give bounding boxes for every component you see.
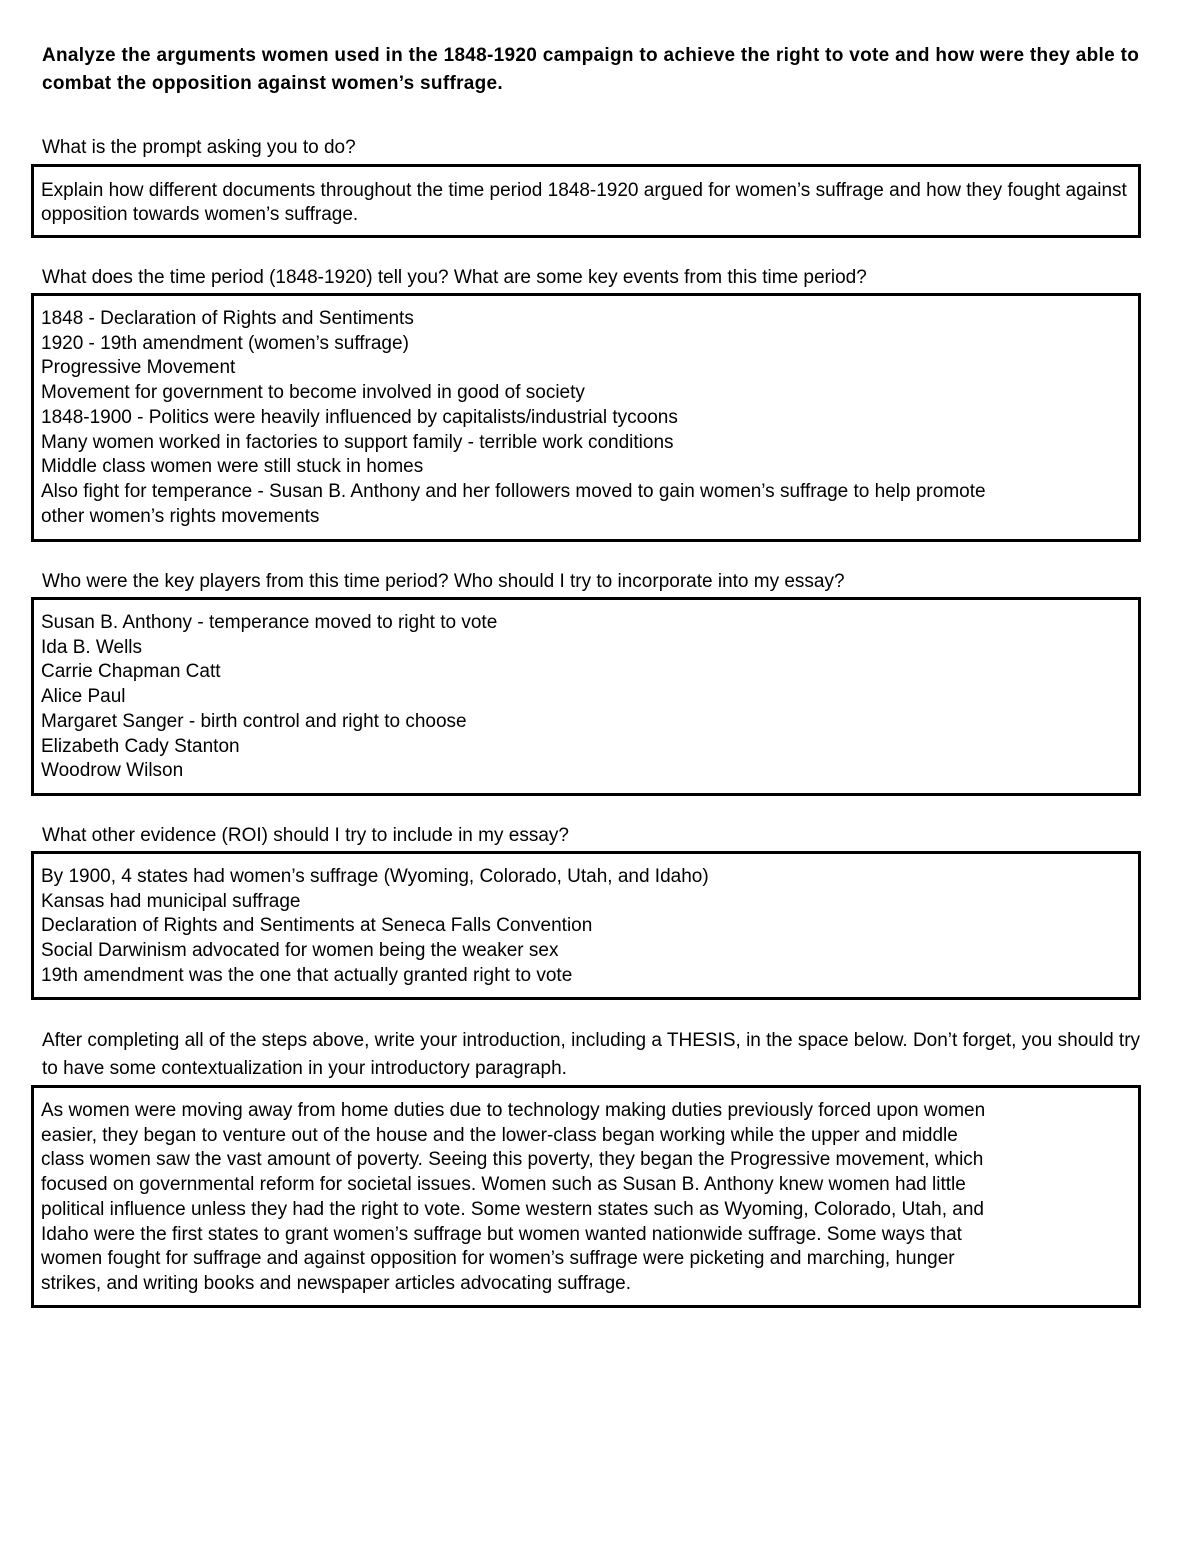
answer-box-key-players[interactable] [31, 597, 1141, 796]
answer-line: Carrie Chapman Catt [41, 661, 221, 683]
answer-line: other women’s rights movements [41, 505, 320, 527]
answer-line: easier, they began to venture out of the house and the lower-class began working while the upper and middle [41, 1124, 958, 1146]
answer-line: Idaho were the first states to grant women’s suffrage but women wanted nationwide suffrage. Some ways that [41, 1223, 962, 1245]
answer-line: Woodrow Wilson [41, 760, 184, 782]
answer-line: Progressive Movement [41, 357, 236, 379]
answer-line: 1848-1900 - Politics were heavily influenced by capitalists/industrial tycoons [41, 406, 678, 428]
answer-line: Kansas had municipal suffrage [41, 890, 301, 912]
answer-line: 1920 - 19th amendment (women’s suffrage) [41, 332, 409, 354]
answer-box-time-period[interactable] [31, 293, 1141, 542]
answer-line: Ida B. Wells [41, 636, 143, 658]
answer-line: Margaret Sanger - birth control and right to choose [41, 710, 467, 732]
answer-box-other-evidence[interactable] [31, 851, 1141, 1000]
answer-line: women fought for suffrage and against opposition for women’s suffrage were picketing and marching, hunger [41, 1248, 955, 1270]
answer-line: Also fight for temperance - Susan B. Anthony and her followers moved to gain women’s suffrage to help promote [41, 480, 986, 502]
answer-line: Many women worked in factories to support family - terrible work conditions [41, 431, 674, 453]
answer-line: Alice Paul [41, 686, 126, 708]
question-time-period: What does the time period (1848-1920) tell you? What are some key events from this time period? [42, 267, 867, 288]
answer-line: Elizabeth Cady Stanton [41, 735, 240, 757]
answer-line: By 1900, 4 states had women’s suffrage (Wyoming, Colorado, Utah, and Idaho) [41, 866, 709, 887]
answer-line: strikes, and writing books and newspaper articles advocating suffrage. [41, 1272, 632, 1294]
prompt-title: Analyze the arguments women used in the 1848-1920 campaign to achieve the right to vote and how were they able to combat the opposition against women’s suffrage. [42, 45, 1140, 94]
answer-line: Movement for government to become involved in good of society [41, 382, 585, 404]
answer-box-prompt-task[interactable] [31, 164, 1141, 238]
answer-box-introduction[interactable] [31, 1085, 1141, 1308]
answer-line: political influence unless they had the right to vote. Some western states such as Wyoming, Colorado, Utah, and [41, 1198, 984, 1220]
answer-line: 19th amendment was the one that actually granted right to vote [41, 964, 573, 986]
question-prompt-task: What is the prompt asking you to do? [42, 137, 356, 158]
answer-line: Middle class women were still stuck in homes [41, 456, 424, 478]
answer-line: focused on governmental reform for societal issues. Women such as Susan B. Anthony knew women had little [41, 1174, 966, 1196]
question-other-evidence: What other evidence (ROI) should I try to include in my essay? [42, 825, 569, 846]
answer-line: 1848 - Declaration of Rights and Sentiments [41, 308, 414, 329]
answer-line: class women saw the vast amount of poverty. Seeing this poverty, they began the Progressive movement, which [41, 1149, 984, 1171]
introduction-instructions: After completing all of the steps above, write your introduction, including a THESIS, in the space below. Don’t forget, you should try to have some contextualization in your introductory paragraph. [42, 1030, 1141, 1079]
answer-line: As women were moving away from home duties due to technology making duties previously forced upon women [41, 1100, 986, 1121]
answer-text: Explain how different documents throughout the time period 1848-1920 argued for women’s suffrage and how they fought against opposition towards women’s suffrage. [41, 180, 1127, 225]
answer-line: Declaration of Rights and Sentiments at Seneca Falls Convention [41, 915, 593, 937]
question-key-players: Who were the key players from this time period? Who should I try to incorporate into my essay? [42, 571, 845, 592]
answer-line: Susan B. Anthony - temperance moved to right to vote [41, 612, 498, 633]
answer-line: Social Darwinism advocated for women being the weaker sex [41, 940, 559, 962]
